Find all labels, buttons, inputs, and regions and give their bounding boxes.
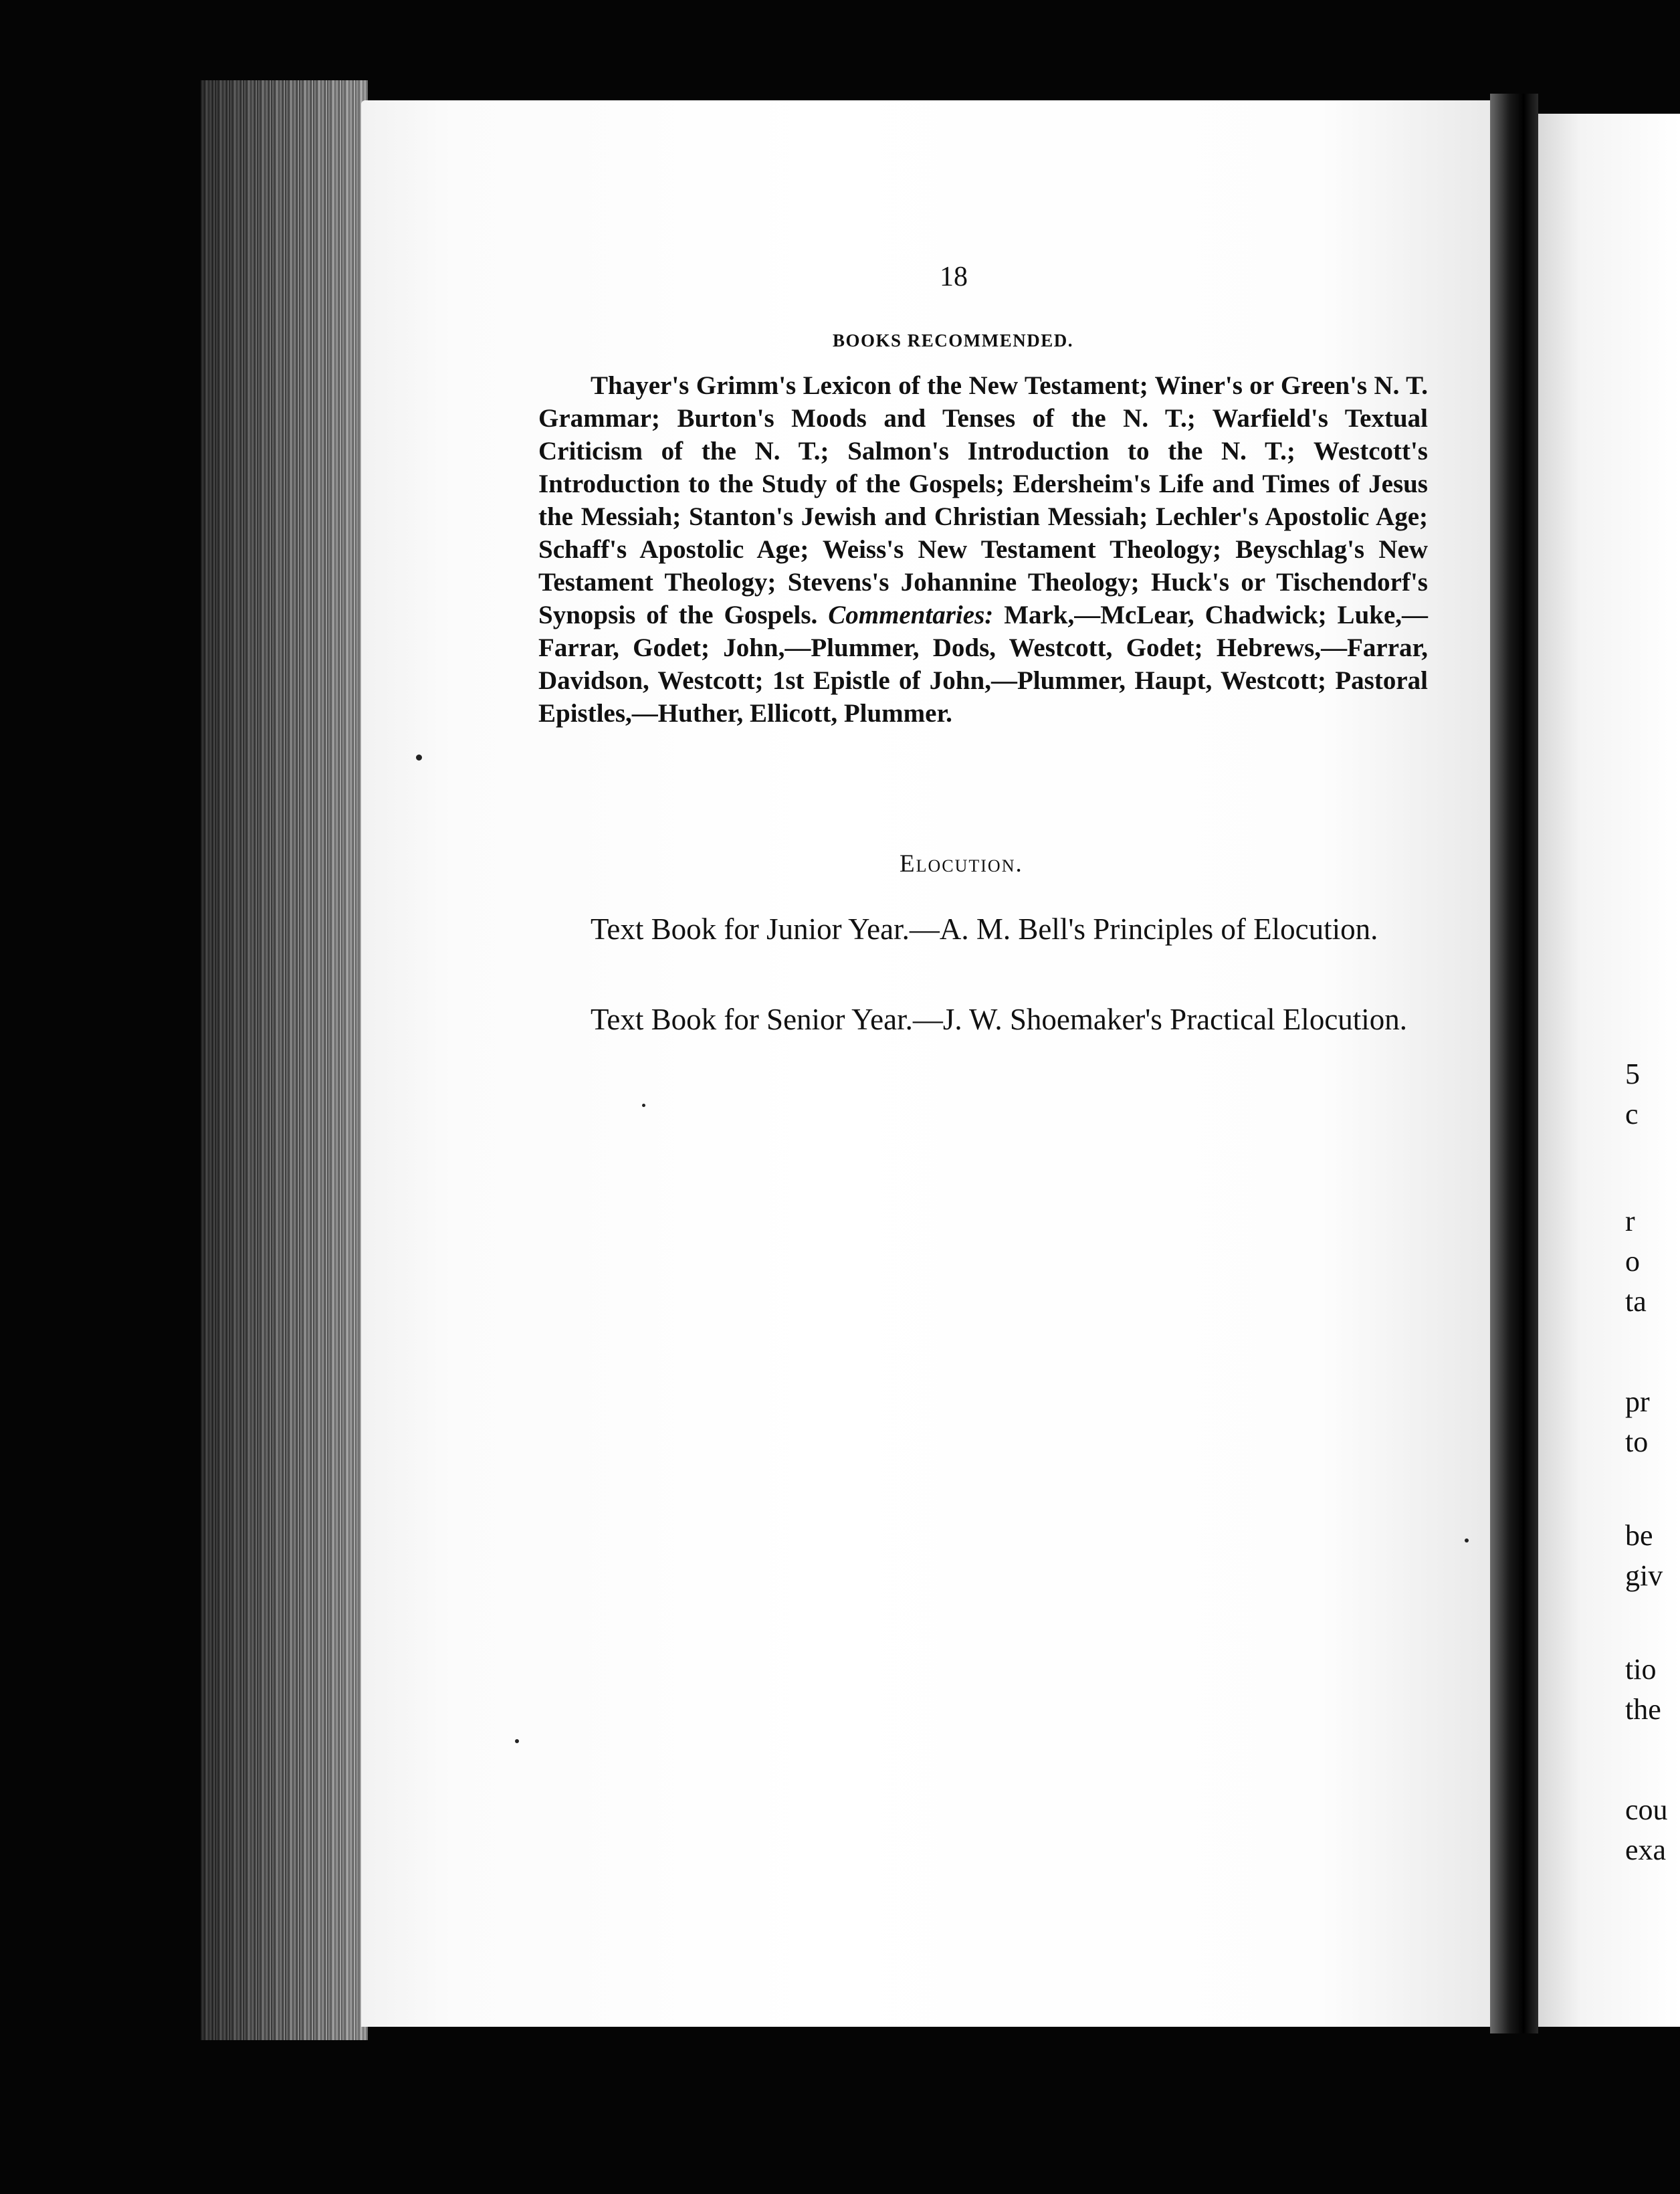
commentaries-label: Commentaries:: [828, 601, 994, 629]
right-fragment: giv: [1625, 1559, 1663, 1592]
page-number: 18: [940, 262, 968, 292]
elocution-junior-paragraph: Text Book for Junior Year.—A. M. Bell's Principles of Elocution.: [591, 912, 1378, 946]
page-edges: [201, 80, 368, 2040]
scan-speck: [1465, 1538, 1469, 1542]
right-fragment: exa: [1625, 1833, 1667, 1866]
right-fragment: the: [1625, 1693, 1661, 1726]
books-recommended-heading: BOOKS RECOMMENDED.: [833, 330, 1074, 351]
right-page: [1538, 114, 1680, 2027]
right-fragment: pr: [1625, 1385, 1650, 1418]
elocution-heading: Elocution.: [900, 850, 1023, 878]
books-list-text: Thayer's Grimm's Lexicon of the New Testament; Winer's or Green's N. T. Grammar; Burton's Moods and Tenses of the N. T.; Warfield's Textual Criticism of the N. T.; Salmon's Introduction to the N. T.; Westcott's Introduction to the Study of the Gospels; Edersheim's Life and Times of Jesus the Messiah; Stanton's Jewish and Christian Messiah; Lechler's Apostolic Age; Schaff's Apostolic Age; Weiss's New Testament Theology; Beyschlag's New Testament Theology; Stevens's Johannine Theology; Huck's or Tischendorf's Synopsis of the Gospels.: [538, 371, 1428, 629]
elocution-senior-paragraph: Text Book for Senior Year.—J. W. Shoemaker's Practical Elocution.: [591, 1003, 1408, 1036]
right-fragment: be: [1625, 1519, 1653, 1552]
right-fragment: 5: [1625, 1058, 1640, 1090]
scan-speck: [416, 755, 422, 761]
right-fragment: o: [1625, 1245, 1640, 1278]
books-recommended-paragraph: [538, 369, 1428, 730]
scan-speck: [515, 1739, 519, 1743]
right-fragment: ta: [1625, 1285, 1647, 1318]
commentaries-list-text: Mark,—McLear, Chadwick; Luke,—Farrar, Godet; John,—Plummer, Dods, Westcott, Godet; Hebrews,—Farrar, Davidson, Westcott; 1st Epistle of John,—Plummer, Haupt, Westcott; Pastoral Epistles,—Huther, Ellicott, Plummer.: [538, 601, 1429, 728]
book-gutter: [1490, 94, 1538, 2033]
right-fragment: to: [1625, 1425, 1649, 1458]
right-fragment: tio: [1625, 1653, 1657, 1686]
right-fragment: r: [1625, 1205, 1635, 1237]
scan-speck: [642, 1104, 645, 1107]
right-fragment: cou: [1625, 1793, 1668, 1826]
right-fragment: c: [1625, 1098, 1639, 1130]
